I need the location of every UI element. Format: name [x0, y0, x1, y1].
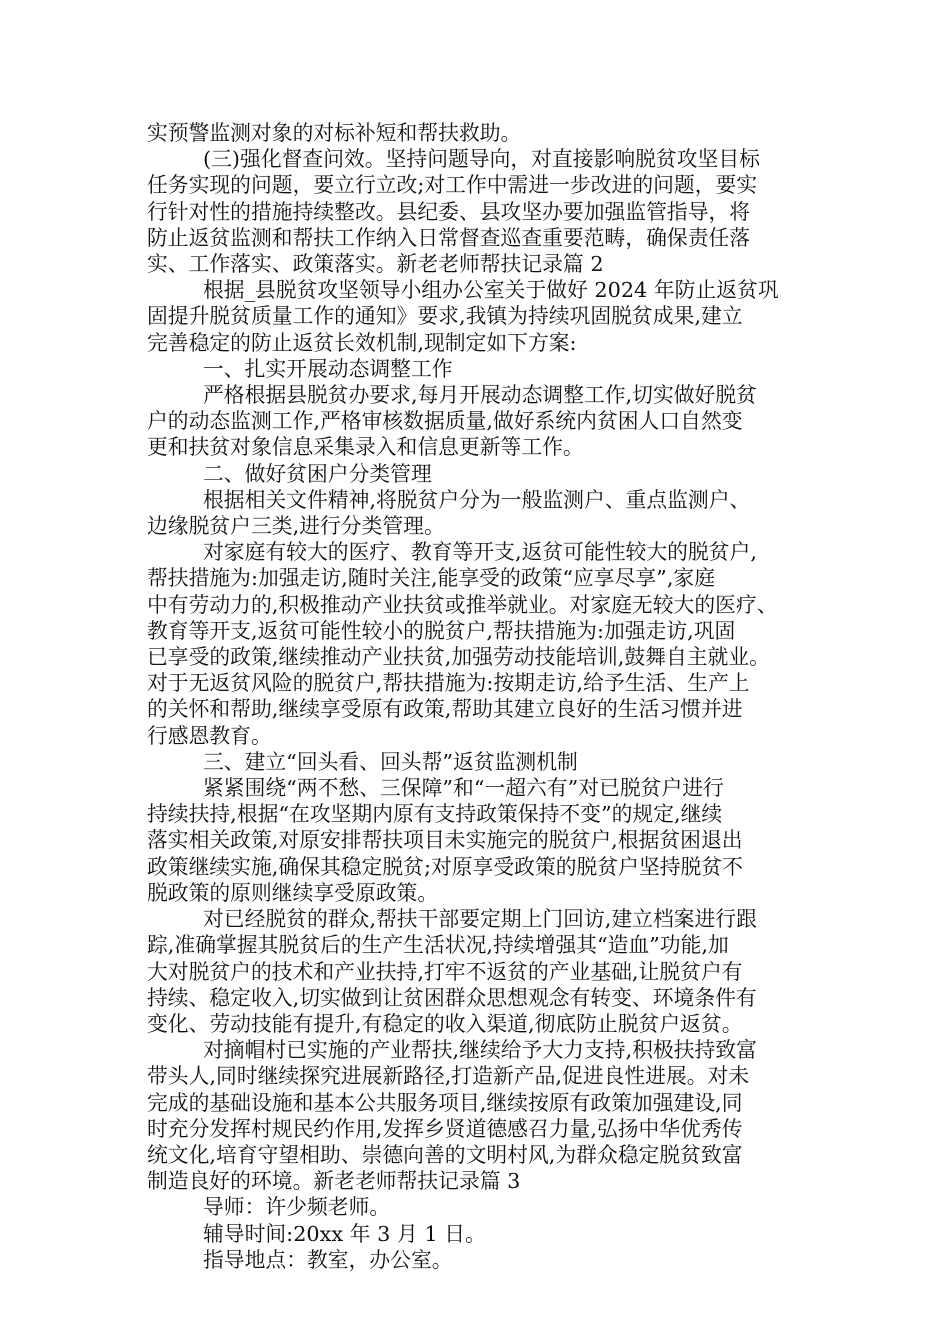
text-line: 对家庭有较大的医疗、教育等开支,返贫可能性较大的脱贫户, — [203, 540, 757, 565]
document-body — [147, 120, 807, 1273]
text-line: 变化、劳动技能有提升,有稳定的收入渠道,彻底防止脱贫户返贫。 — [147, 1011, 743, 1036]
text-line: 中有劳动力的,积极推动产业扶贫或推举就业。对家庭无较大的医疗、 — [147, 592, 778, 617]
text-line: 时充分发挥村规民约作用,发挥乡贤道德感召力量,弘扬中华优秀传 — [147, 1116, 743, 1141]
text-line: 更和扶贫对象信息采集录入和信息更新等工作。 — [147, 435, 584, 460]
text-line: 导师：许少频老师。 — [203, 1195, 391, 1220]
text-line: 已享受的政策,继续推动产业扶贫,加强劳动技能培训,鼓舞自主就业。 — [147, 645, 770, 670]
text-line: 二、做好贫困户分类管理 — [203, 461, 432, 486]
text-line: 行针对性的措施持续整改。县纪委、县攻坚办要加强监管指导，将 — [147, 199, 751, 224]
text-line: 统文化,培育守望相助、崇德向善的文明村风,为群众稳定脱贫致富 — [147, 1142, 743, 1167]
text-line: 边缘脱贫户三类,进行分类管理。 — [147, 514, 445, 539]
text-line: 户的动态监测工作,严格审核数据质量,做好系统内贫困人口自然变 — [147, 409, 743, 434]
text-line: 任务实现的问题，要立行立改;对工作中需进一步改进的问题，要实 — [147, 173, 758, 198]
text-line: 帮扶措施为:加强走访,随时关注,能享受的政策“应享尽享”,家庭 — [147, 566, 716, 591]
text-line: 一、扎实开展动态调整工作 — [203, 356, 453, 381]
text-line: 严格根据县脱贫办要求,每月开展动态调整工作,切实做好脱贫 — [203, 383, 757, 408]
text-line: 三、建立“回头看、回头帮”返贫监测机制 — [203, 749, 578, 774]
text-line: 教育等开支,返贫可能性较小的脱贫户,帮扶措施为:加强走访,巩固 — [147, 618, 736, 643]
text-line: 根据相关文件精神,将脱贫户分为一般监测户、重点监测户、 — [203, 487, 751, 512]
text-line: (三)强化督查问效。坚持问题导向，对直接影响脱贫攻坚目标 — [203, 147, 760, 172]
text-line: 对已经脱贫的群众,帮扶干部要定期上门回访,建立档案进行跟 — [203, 907, 757, 932]
text-line: 制造良好的环境。新老老师帮扶记录篇 3 — [147, 1169, 521, 1194]
text-line: 紧紧围绕“两不愁、三保障”和“一超六有”对已脱贫户进行 — [203, 776, 724, 801]
text-line: 防止返贫监测和帮扶工作纳入日常督查巡查重要范畴，确保责任落 — [147, 225, 751, 250]
text-line: 持续、稳定收入,切实做到让贫困群众思想观念有转变、环境条件有 — [147, 985, 757, 1010]
text-line: 完善稳定的防止返贫长效机制,现制定如下方案: — [147, 330, 577, 355]
text-line: 脱政策的原则继续享受原政策。 — [147, 880, 439, 905]
text-line: 完成的基础设施和基本公共服务项目,继续按原有政策加强建设,同 — [147, 1090, 743, 1115]
text-line: 根据_县脱贫攻坚领导小组办公室关于做好 2024 年防止返贫巩 — [203, 278, 779, 303]
text-line: 对于无返贫风险的脱贫户,帮扶措施为:按期走访,给予生活、生产上 — [147, 671, 750, 696]
text-line: 大对脱贫户的技术和产业扶持,打牢不返贫的产业基础,让脱贫户有 — [147, 959, 743, 984]
text-line: 对摘帽村已实施的产业帮扶,继续给予大力支持,积极扶持致富 — [203, 1038, 757, 1063]
text-line: 落实相关政策,对原安排帮扶项目未实施完的脱贫户,根据贫困退出 — [147, 828, 743, 853]
text-line: 行感恩教育。 — [147, 723, 272, 748]
text-line: 实预警监测对象的对标补短和帮扶救助。 — [147, 121, 522, 145]
text-line: 的关怀和帮助,继续享受原有政策,帮助其建立良好的生活习惯并进 — [147, 697, 743, 722]
text-line: 政策继续实施,确保其稳定脱贫;对原享受政策的脱贫户坚持脱贫不 — [147, 854, 743, 879]
text-line: 持续扶持,根据“在攻坚期内原有支持政策保持不变”的规定,继续 — [147, 802, 723, 827]
text-line: 指导地点：教室，办公室。 — [203, 1247, 453, 1272]
text-line: 带头人,同时继续探究进展新路径,打造新产品,促进良性进展。对未 — [147, 1064, 750, 1089]
text-line: 实、工作落实、政策落实。新老老师帮扶记录篇 2 — [147, 252, 604, 277]
text-line: 辅导时间:20xx 年 3 月 1 日。 — [203, 1221, 486, 1246]
text-line: 踪,准确掌握其脱贫后的生产生活状况,持续增强其“造血”功能,加 — [147, 933, 729, 958]
text-line: 固提升脱贫质量工作的通知》要求,我镇为持续巩固脱贫成果,建立 — [147, 304, 743, 329]
